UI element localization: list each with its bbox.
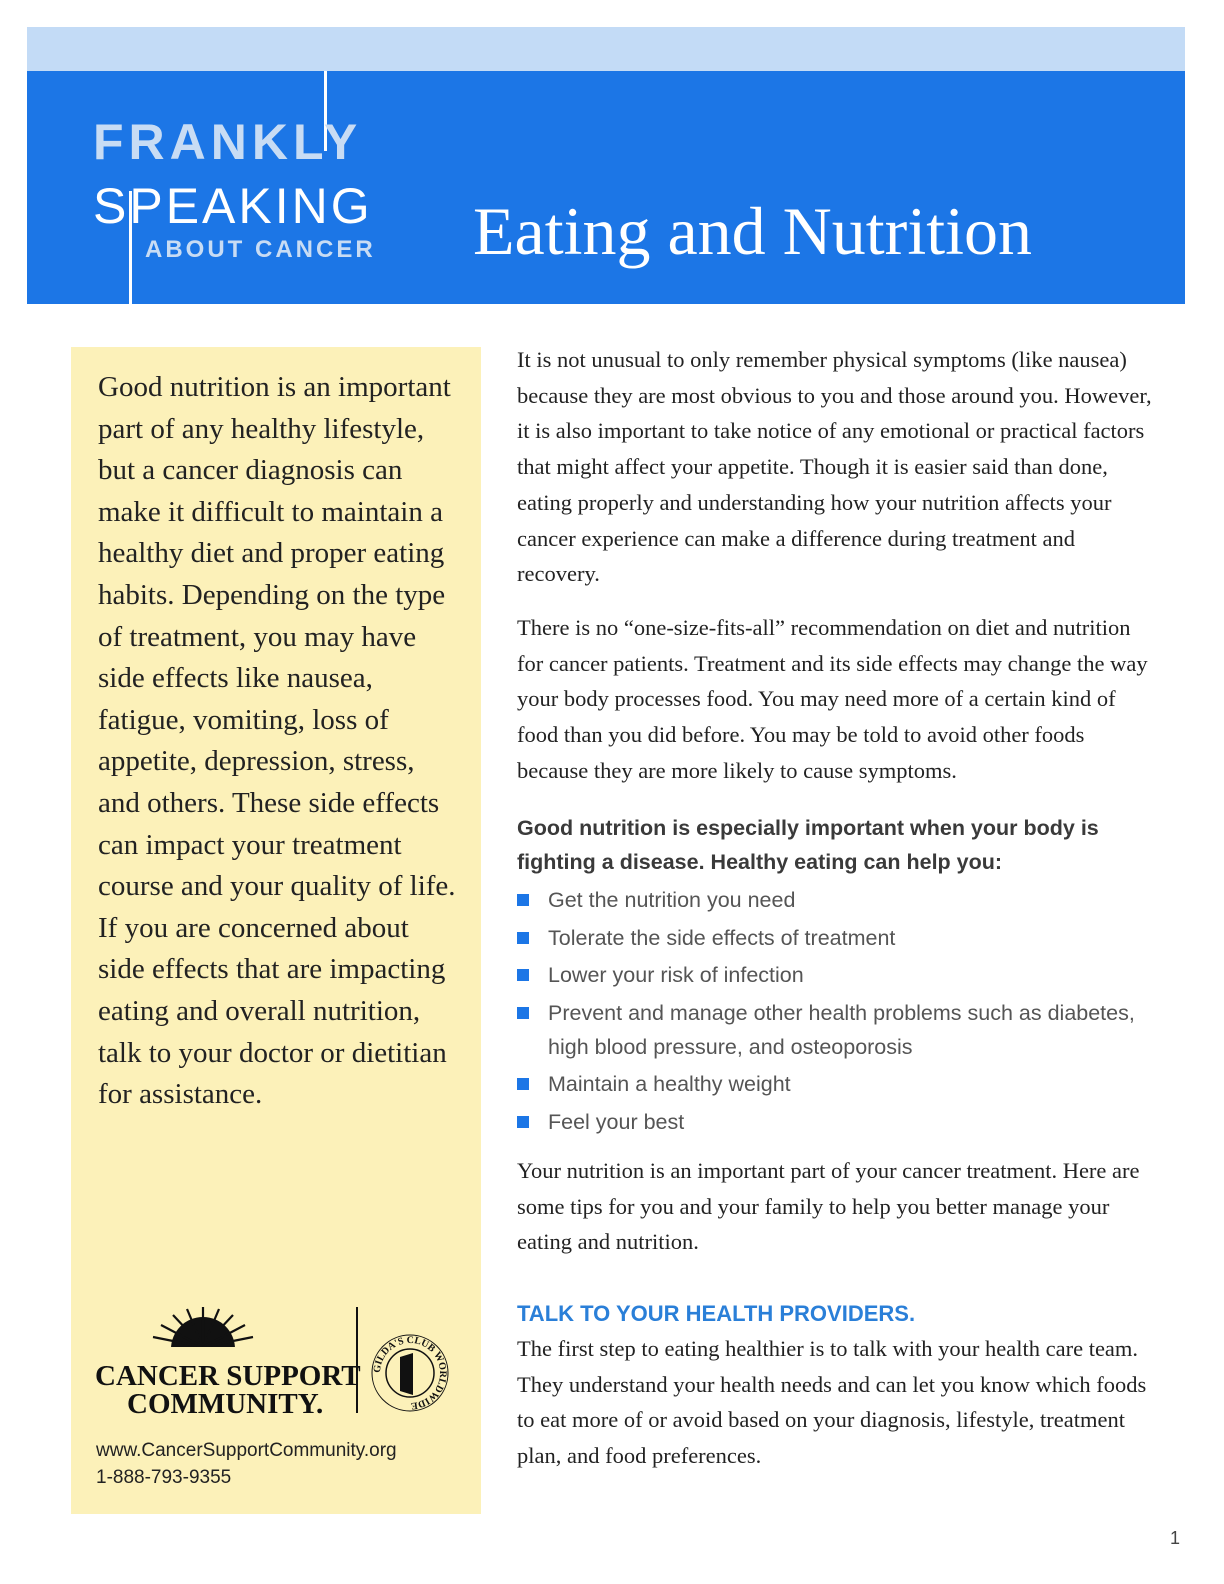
list-item-text: Prevent and manage other health problems such as diabetes, high blood pressure, and osteoporosis [548, 1000, 1135, 1059]
square-bullet-icon [517, 932, 529, 944]
top-band [27, 27, 1185, 71]
list-item [517, 1105, 1157, 1139]
list-item [517, 958, 1157, 992]
sunburst-icon [145, 1307, 261, 1353]
frankly-speaking-logo [27, 71, 447, 304]
list-item [517, 1067, 1157, 1101]
paragraph-3: Your nutrition is an important part of your cancer treatment. Here are some tips for you and your family to help you better manage your eating and nutrition. [517, 1157, 1140, 1255]
logo-speaking: SPEAKING [93, 178, 373, 234]
square-bullet-icon [517, 894, 529, 906]
sidebar-intro: Good nutrition is an important part of any healthy lifestyle, but a cancer diagnosis can make it difficult to maintain a healthy diet and proper eating habits. Depending on the type of treatment, you may have side effects like nausea, fatigue, vomiting, loss of appetite, depression, stress, and others. These side effects can impact your treatment course and your quality of life. If you are concerned about side effects that are impacting eating and overall nutrition, talk to your doctor or dietitian for assistance. [98, 371, 456, 1111]
sidebar [71, 347, 481, 1514]
paragraph-4: The first step to eating healthier is to talk with your health care team. They understand your health needs and can let you know which foods to eat more of or avoid based on your diagnosis, lifestyle, treatment plan, and food preferences. [517, 1336, 1147, 1469]
csc-logo-line2: COMMUNITY. [127, 1388, 324, 1420]
phone-number: 1-888-793-9355 [96, 1467, 232, 1488]
paragraph-1: It is not unusual to only remember physical symptoms (like nausea) because they are most obvious to you and those around you. However, it is also important to take notice of any emotional or practical factors that might affect your appetite. Though it is easier said than done, eating properly and understanding how your nutrition affects your cancer experience can make a difference during treatment and recovery. [517, 347, 1152, 587]
csc-logo-line1: CANCER SUPPORT [95, 1360, 361, 1392]
square-bullet-icon [517, 969, 529, 981]
section-heading: TALK TO YOUR HEALTH PROVIDERS. [517, 1301, 916, 1327]
gildas-club-seal [372, 1335, 448, 1411]
paragraph-2: There is no “one-size-fits-all” recommendation on diet and nutrition for cancer patients. Treatment and its side effects may change the way your body processes food. You may need more of a certain kind of food than you did before. You may be told to avoid other foods because they are more likely to cause symptoms. [517, 614, 1148, 783]
square-bullet-icon [517, 1007, 529, 1019]
list-item-text: Lower your risk of infection [548, 963, 804, 988]
list-item-text: Tolerate the side effects of treatment [548, 925, 896, 950]
list-item [517, 883, 1157, 917]
logo-frankly: FRANKLY [93, 114, 363, 170]
seal-text: GILDA'S CLUB WORLDWIDE [371, 1334, 449, 1412]
list-item-text: Get the nutrition you need [548, 888, 796, 913]
square-bullet-icon [517, 1078, 529, 1090]
header-banner [27, 71, 1185, 304]
list-item-text: Feel your best [548, 1109, 685, 1134]
benefits-list [517, 883, 1157, 1139]
main-content [517, 342, 1157, 1474]
list-item-text: Maintain a healthy weight [548, 1072, 791, 1097]
website-link[interactable]: www.CancerSupportCommunity.org [96, 1440, 397, 1461]
list-item [517, 921, 1157, 955]
benefits-lead: Good nutrition is especially important when your body is fighting a disease. Healthy eating can help you: [517, 816, 1099, 875]
page-number: 1 [1170, 1528, 1181, 1548]
page-title: Eating and Nutrition [473, 193, 1033, 269]
cancer-support-community-logo [95, 1305, 455, 1425]
list-item [517, 996, 1157, 1064]
contact-info [96, 1437, 397, 1491]
square-bullet-icon [517, 1116, 529, 1128]
logo-about-cancer: ABOUT CANCER [145, 236, 376, 263]
